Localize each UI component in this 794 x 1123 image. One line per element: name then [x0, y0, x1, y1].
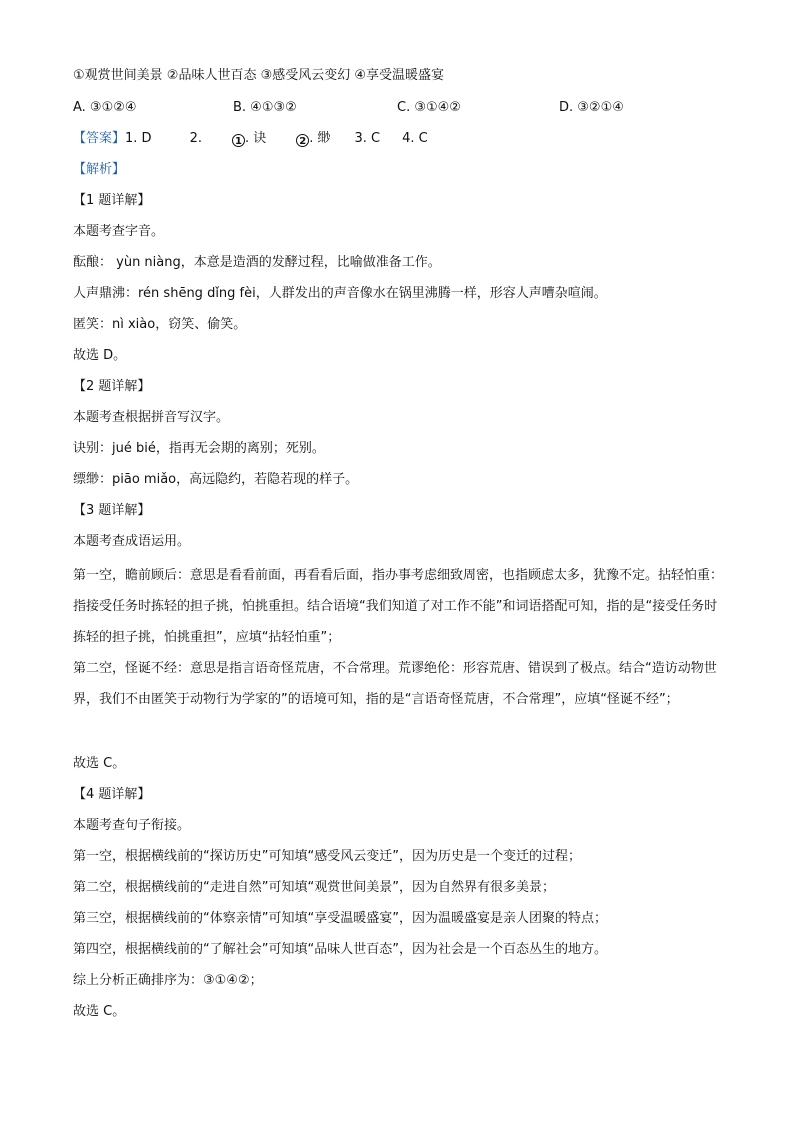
choice-a: A. ③①②④: [73, 100, 137, 115]
answer-4: 4. C: [402, 131, 428, 146]
answer-2-part-1: . 诀: [244, 131, 267, 146]
answer-2-number: 2.: [189, 131, 202, 146]
answer-2-circle-2: 2: [296, 134, 309, 147]
answer-2-circle-1: 1: [232, 134, 245, 147]
section-2-line: 本题考查根据拼音写汉字。: [73, 410, 230, 425]
section-3-paragraph-1: 第一空，瞻前顾后：意思是看看前面，再看看后面，指办事考虑细致周密，也指顾虑太多，犹豫不定。拈轻怕重：指接受任务时拣轻的担子挑，怕挑重担。结合语境“我们知道了对工作不能”和词语搭配可知，指的是“接受任务时拣轻的担子挑，怕挑重担”，应填“拈轻怕重”；: [73, 568, 724, 645]
section-2-line: 缥缈：piāo miǎo，高远隐约，若隐若现的样子。: [73, 472, 359, 487]
section-4-line: 本题考查句子衔接。: [73, 818, 191, 833]
section-3-line: 本题考查成语运用。: [73, 534, 191, 549]
section-4-line: 第四空，根据横线前的“了解社会”可知填“品味人世百态”，因为社会是一个百态丛生的地方。: [73, 942, 607, 957]
section-1-line: 匿笑：nì xiào，窃笑、偷笑。: [73, 317, 247, 332]
section-1-line: 酝酿： yùn niàng，本意是造酒的发酵过程，比喻做准备工作。: [73, 255, 441, 270]
answer-2-part-2: . 缈: [309, 131, 331, 146]
section-4-line: 综上分析正确排序为：③①④②；: [73, 973, 263, 988]
section-4-line: 故选 C。: [73, 1004, 126, 1019]
answer-3: 3. C: [354, 131, 381, 146]
choice-b: B. ④①③②: [233, 100, 297, 115]
section-2-title: 【2 题详解】: [73, 379, 151, 394]
section-3-paragraph-2: 第二空，怪诞不经：意思是指言语奇怪荒唐，不合常理。荒谬绝伦：形容荒唐、错误到了极点。结合“造访动物世界，我们不由匿笑于动物行为学家的”的语境可知，指的是“言语奇怪荒唐，不合常理”，应填“怪诞不经”；: [73, 661, 717, 707]
section-3-line: 故选 C。: [73, 756, 126, 771]
choice-d: D. ③②①④: [559, 100, 624, 115]
analysis-label: 【解析】: [73, 162, 126, 177]
section-2-line: 诀别：jué bié，指再无会期的离别；死别。: [73, 441, 325, 456]
section-1-line: 故选 D。: [73, 348, 127, 363]
answer-line: [73, 130, 723, 148]
choice-c: C. ③①④②: [397, 100, 461, 115]
section-1-line: 人声鼎沸：rén shēng dǐng fèi，人群发出的声音像水在锅里沸腾一样，形容人声嘈杂喧闹。: [73, 286, 607, 301]
section-4-line: 第一空，根据横线前的“探访历史”可知填“感受风云变迁”，因为历史是一个变迁的过程；: [73, 849, 581, 864]
section-1-title: 【1 题详解】: [73, 193, 151, 208]
section-3-title: 【3 题详解】: [73, 503, 151, 518]
section-1-line: 本题考查字音。: [73, 224, 165, 239]
section-4-line: 第三空，根据横线前的“体察亲情”可知填“享受温暖盛宴”，因为温暖盛宴是亲人团聚的特点；: [73, 911, 607, 926]
answer-1: 1. D: [125, 131, 152, 146]
section-4-line: 第二空，根据横线前的“走进自然”可知填“观赏世间美景”，因为自然界有很多美景；: [73, 880, 555, 895]
section-4-title: 【4 题详解】: [73, 787, 151, 802]
answer-label: 【答案】: [73, 131, 126, 146]
options-line: ①观赏世间美景 ②品味人世百态 ③感受风云变幻 ④享受温暖盛宴: [73, 68, 445, 83]
